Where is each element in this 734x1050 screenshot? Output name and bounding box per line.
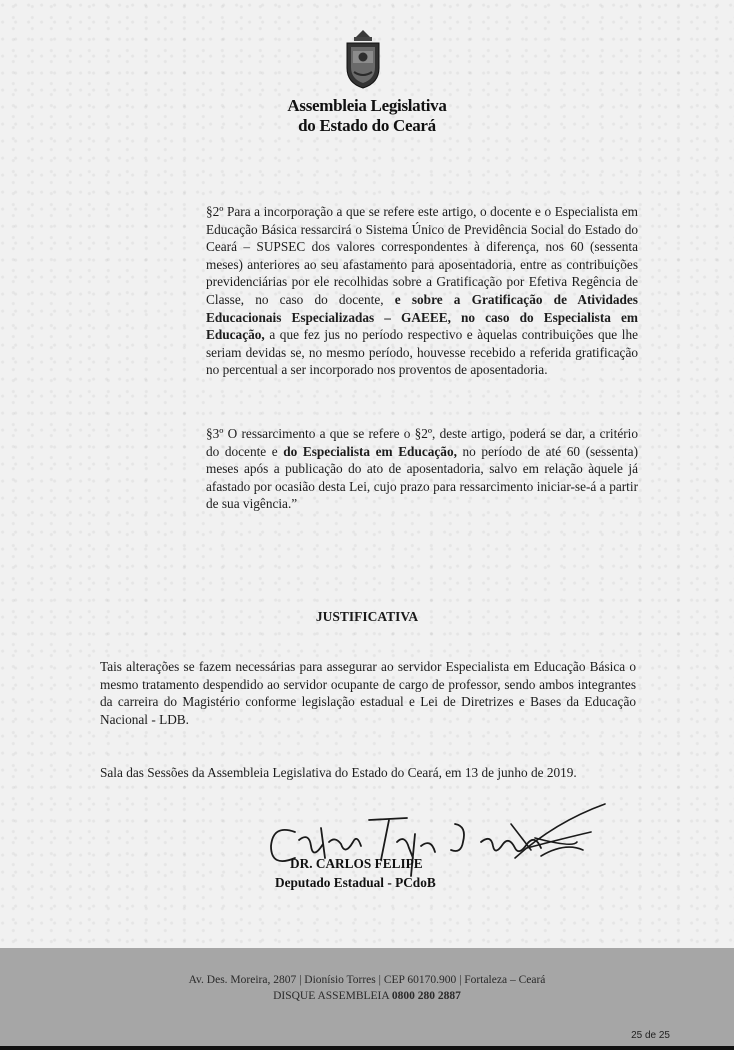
institution-name-line2: do Estado do Ceará [298,116,436,135]
signer-role: Deputado Estadual - PCdoB [275,875,436,890]
hotline-label: DISQUE ASSEMBLEIA [273,990,390,1002]
paragraph-2 [206,203,638,379]
justification-heading: JUSTIFICATIVA [315,609,419,624]
footer-hotline [0,990,734,1002]
paragraph-3-text-a: §3º O ressarcimento a que se refere o §2º, deste artigo, poderá se dar, a critério do docente e [206,426,638,459]
paragraph-2-text-c: a que fez jus no período respectivo e àquelas contribuições que lhe seriam devidas se, no mesmo período, houvesse recebido a referida gratificação no percentual a ser incorporado nos proventos de aposentadoria. [206,327,638,378]
footer-band [0,948,734,1048]
paragraph-2-text-b-bold: e sobre a Gratificação de Atividades Educacionais Especializadas – GAEEE, no caso do Especialista em Educação, [206,291,638,343]
paragraph-3-text-b-bold: do Especialista em Educação, [283,443,457,459]
paragraph-2-text-a: §2º Para a incorporação a que se refere este artigo, o docente e o Especialista em Educação Básica ressarcirá o Sistema Único de Previdência Social do Estado do Ceará – SUPSEC dos valores correspondentes à diferença, nos 60 (sessenta meses) anteriores ao seu afastamento para aposentadoria, entre as contribuições previdenciárias por ele recolhidas sobre a Gratificação por Efetiva Regência de Classe, no caso do docente, [206,204,638,307]
justification-text: Tais alterações se fazem necessárias para assegurar ao servidor Especialista em Educação Básica o mesmo tratamento despendido ao servidor ocupante de cargo de professor, sendo ambos integrantes da carreira do Magistério conforme legislação estadual e Lei de Diretrizes e Bases da Educação Nacional - LDB. [100,659,636,727]
signer-name: DR. CARLOS FELIPE [290,856,423,871]
paragraph-3 [206,425,638,513]
bottom-divider [0,1046,734,1050]
place-and-date: Sala das Sessões da Assembleia Legislativa do Estado do Ceará, em 13 de junho de 2019. [100,765,577,780]
institution-name-line1: Assembleia Legislativa [287,96,447,115]
state-coat-of-arms-icon [343,28,383,90]
page-indicator: 25 de 25 [631,1030,670,1041]
footer-address: Av. Des. Moreira, 2807 | Dionísio Torres | CEP 60170.900 | Fortaleza – Ceará [188,974,546,986]
paragraph-3-text-c: no período de até 60 (sessenta) meses após a publicação do ato de aposentadoria, salvo em relação àquele já afastado por ocasião desta Lei, cujo prazo para ressarcimento iniciar-se-á a partir de sua vigência.” [206,443,638,512]
hotline-number: 0800 280 2887 [391,990,461,1002]
